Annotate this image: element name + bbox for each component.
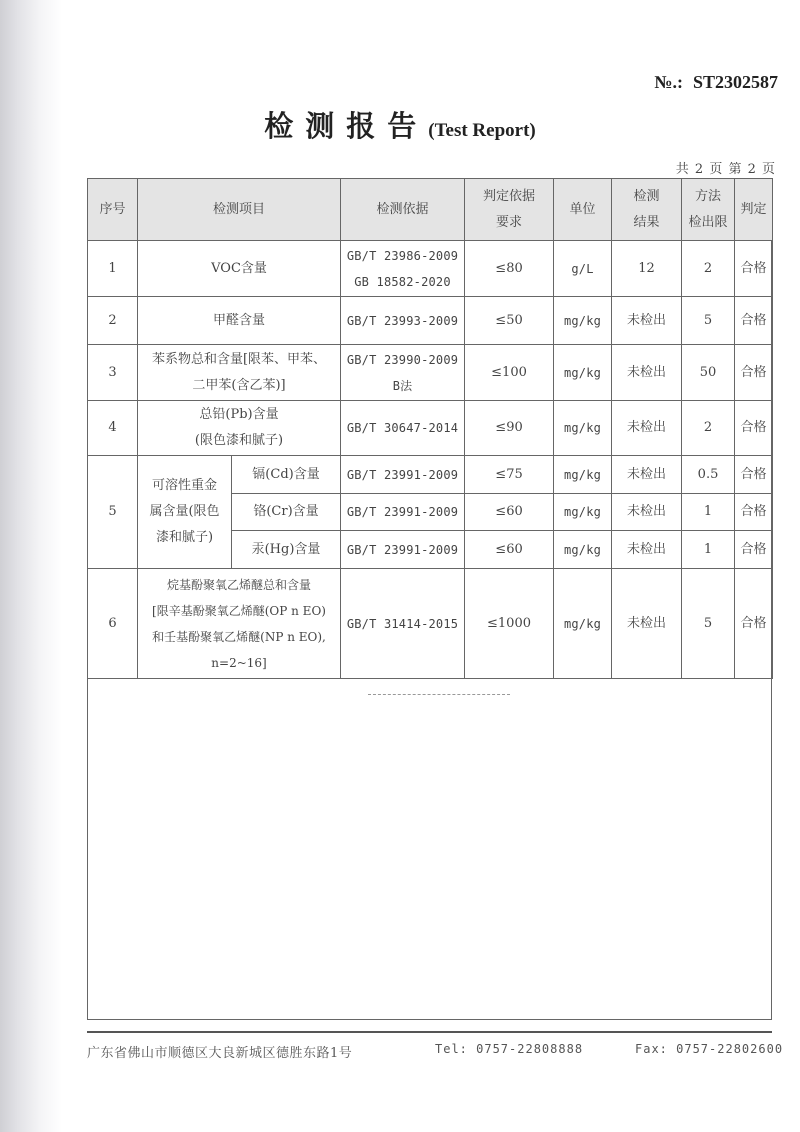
row-result: 未检出: [612, 345, 682, 401]
table-row: [88, 345, 773, 401]
row-requirement: ≤1000: [465, 569, 554, 679]
row-requirement: ≤90: [465, 401, 554, 456]
row-limit: 1: [682, 531, 735, 569]
row-result: 未检出: [612, 401, 682, 456]
row-no: 2: [88, 297, 138, 345]
row-requirement: ≤80: [465, 241, 554, 297]
row-verdict: 合格: [735, 531, 773, 569]
row-verdict: 合格: [735, 401, 773, 456]
row-result: 未检出: [612, 531, 682, 569]
footer-fax: Fax: 0757-22802600: [635, 1042, 784, 1056]
row-item: 甲醛含量: [138, 297, 341, 345]
row-limit: 2: [682, 401, 735, 456]
row-requirement: ≤75: [465, 456, 554, 494]
test-results-table: [87, 178, 773, 679]
row-basis: GB/T 23991-2009: [341, 494, 465, 531]
row-subitem: 汞(Hg)含量: [232, 531, 341, 569]
col-header-result: 检测 结果: [612, 179, 682, 241]
table-row: [88, 297, 773, 345]
row-verdict: 合格: [735, 569, 773, 679]
row-limit: 5: [682, 297, 735, 345]
row-unit: mg/kg: [554, 494, 612, 531]
row-result: 未检出: [612, 569, 682, 679]
row-no: 1: [88, 241, 138, 297]
row-no: 3: [88, 345, 138, 401]
page-counter: 共 2 页 第 2 页: [675, 162, 776, 177]
row-basis: GB/T 23991-2009: [341, 531, 465, 569]
row-limit: 2: [682, 241, 735, 297]
col-header-basis: 检测依据: [341, 179, 465, 241]
row-requirement: ≤50: [465, 297, 554, 345]
row-basis: GB/T 31414-2015: [341, 569, 465, 679]
row-unit: mg/kg: [554, 456, 612, 494]
report-number: [654, 72, 778, 93]
row-item: 烷基酚聚氧乙烯醚总和含量 [限辛基酚聚氧乙烯醚(OP n EO) 和壬基酚聚氧乙烯醚(NP n EO), n=2~16]: [138, 569, 341, 679]
footer-address: 广东省佛山市顺德区大良新城区德胜东路1号: [87, 1046, 353, 1061]
row-basis: GB/T 23990-2009 B法: [341, 345, 465, 401]
row-item: 总铅(Pb)含量 (限色漆和腻子): [138, 401, 341, 456]
col-header-limit: 方法 检出限: [682, 179, 735, 241]
row-requirement: ≤60: [465, 531, 554, 569]
col-header-unit: 单位: [554, 179, 612, 241]
row-requirement: ≤60: [465, 494, 554, 531]
table-row: [88, 401, 773, 456]
end-of-report-rule: [368, 694, 510, 695]
row-unit: mg/kg: [554, 401, 612, 456]
row-basis: GB/T 23991-2009: [341, 456, 465, 494]
row-item: 苯系物总和含量[限苯、甲苯、 二甲苯(含乙苯)]: [138, 345, 341, 401]
row-no: 4: [88, 401, 138, 456]
scan-edge-shadow: [0, 0, 62, 1132]
row-limit: 1: [682, 494, 735, 531]
row-basis: GB/T 23993-2009: [341, 297, 465, 345]
row-verdict: 合格: [735, 297, 773, 345]
row-limit: 5: [682, 569, 735, 679]
row-verdict: 合格: [735, 456, 773, 494]
row-verdict: 合格: [735, 241, 773, 297]
row-group-item: 可溶性重金 属含量(限色 漆和腻子): [138, 456, 232, 569]
row-basis: GB/T 23986-2009 GB 18582-2020: [341, 241, 465, 297]
row-result: 12: [612, 241, 682, 297]
row-no: 6: [88, 569, 138, 679]
row-unit: mg/kg: [554, 345, 612, 401]
row-verdict: 合格: [735, 345, 773, 401]
row-limit: 50: [682, 345, 735, 401]
row-result: 未检出: [612, 494, 682, 531]
col-header-requirement: 判定依据 要求: [465, 179, 554, 241]
row-unit: g/L: [554, 241, 612, 297]
page-title: [0, 104, 800, 145]
row-basis: GB/T 30647-2014: [341, 401, 465, 456]
table-row: [88, 241, 773, 297]
title-english: (Test Report): [428, 120, 536, 141]
row-result: 未检出: [612, 456, 682, 494]
report-number-label: №.:: [654, 72, 683, 92]
table-header-row: [88, 179, 773, 241]
row-no: 5: [88, 456, 138, 569]
row-unit: mg/kg: [554, 569, 612, 679]
row-unit: mg/kg: [554, 297, 612, 345]
row-unit: mg/kg: [554, 531, 612, 569]
row-limit: 0.5: [682, 456, 735, 494]
footer-divider: [87, 1031, 772, 1033]
row-requirement: ≤100: [465, 345, 554, 401]
table-row: [88, 456, 773, 494]
title-chinese: 检测报告: [264, 109, 429, 143]
row-subitem: 镉(Cd)含量: [232, 456, 341, 494]
row-item: VOC含量: [138, 241, 341, 297]
row-verdict: 合格: [735, 494, 773, 531]
row-result: 未检出: [612, 297, 682, 345]
col-header-no: 序号: [88, 179, 138, 241]
table-row: [88, 569, 773, 679]
col-header-verdict: 判定: [735, 179, 773, 241]
report-number-value: ST2302587: [692, 72, 778, 92]
row-subitem: 铬(Cr)含量: [232, 494, 341, 531]
col-header-item: 检测项目: [138, 179, 341, 241]
footer-tel: Tel: 0757-22808888: [435, 1042, 584, 1056]
